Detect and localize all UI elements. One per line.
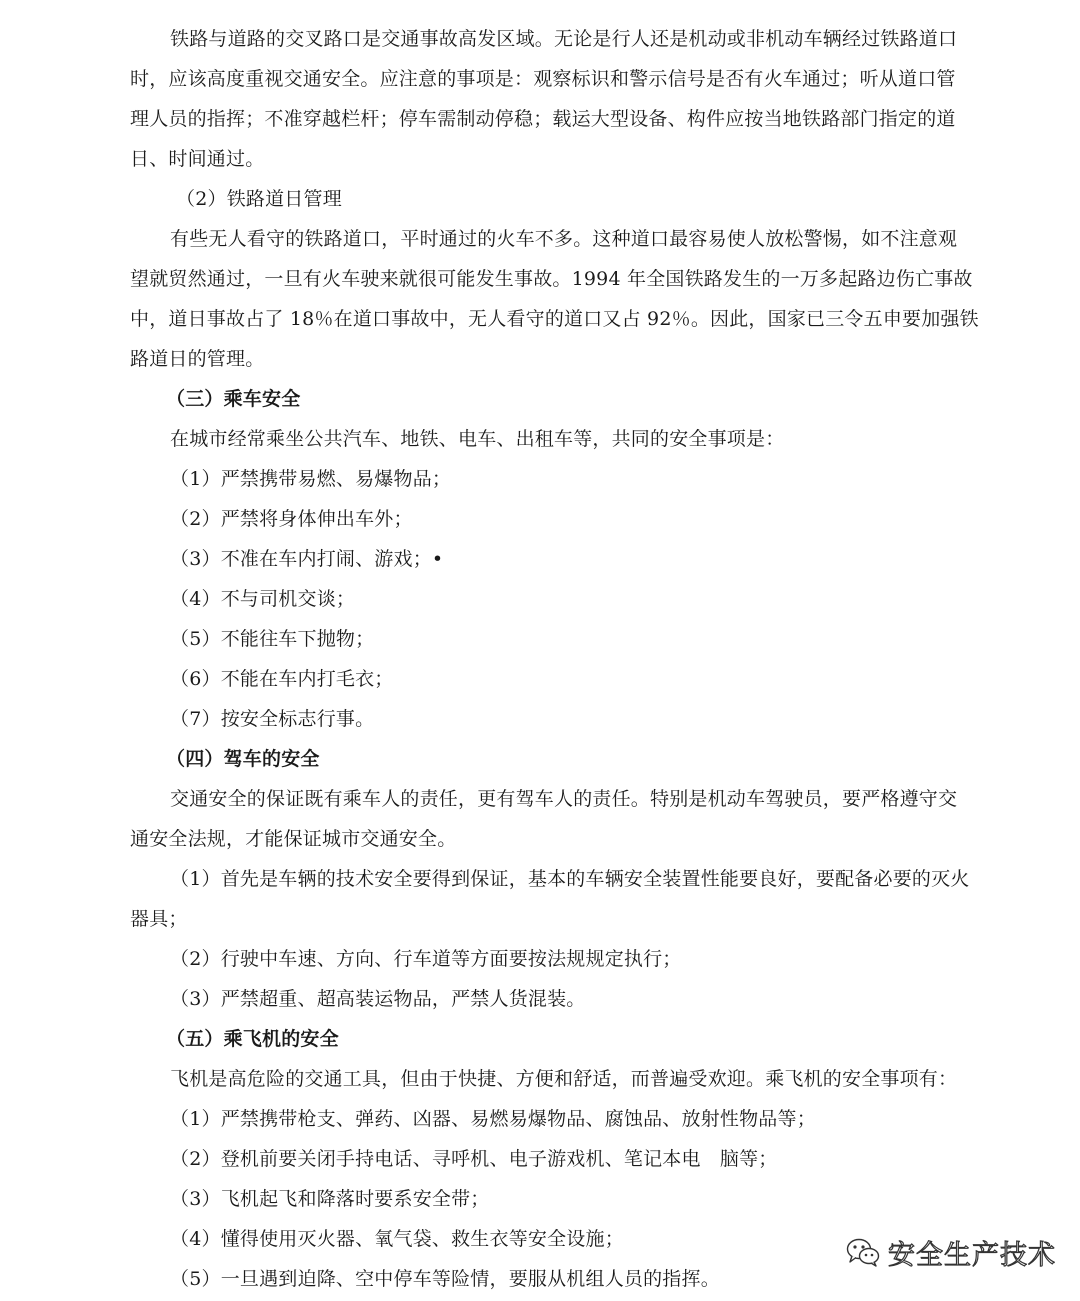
paragraph-line: 路道日的管理。 bbox=[130, 348, 265, 370]
list-item: （6）不能在车内打毛衣； bbox=[170, 668, 394, 690]
list-item: （3）飞机起飞和降落时要系安全带； bbox=[170, 1188, 490, 1210]
list-item: （3）严禁超重、超高装运物品，严禁人货混装。 bbox=[170, 988, 586, 1010]
list-item: （5）一旦遇到迫降、空中停车等险情，要服从机组人员的指挥。 bbox=[170, 1268, 720, 1290]
list-item: （1）严禁携带易燃、易爆物品； bbox=[170, 468, 452, 490]
list-item: （7）按安全标志行事。 bbox=[170, 708, 375, 730]
section-heading: （五）乘飞机的安全 bbox=[166, 1028, 339, 1050]
paragraph-line: 理人员的指挥；不准穿越栏杆；停车需制动停稳；载运大型设备、构件应按当地铁路部门指定的道 bbox=[130, 108, 956, 130]
subheading: （2）铁路道日管理 bbox=[176, 188, 342, 210]
list-item: （2）行驶中车速、方向、行车道等方面要按法规规定执行； bbox=[170, 948, 682, 970]
list-item: （3）不准在车内打闹、游戏；• bbox=[170, 548, 444, 570]
list-item: （5）不能往车下抛物； bbox=[170, 628, 375, 650]
watermark bbox=[846, 1232, 1056, 1272]
paragraph-line: 日、时间通过。 bbox=[130, 148, 265, 170]
list-item: （1）严禁携带枪支、弹药、凶器、易燃易爆物品、腐蚀品、放射性物品等； bbox=[170, 1108, 816, 1130]
paragraph-line: 铁路与道路的交叉路口是交通事故高发区域。无论是行人还是机动或非机动车辆经过铁路道口 bbox=[170, 28, 958, 50]
list-item: （4）不与司机交谈； bbox=[170, 588, 356, 610]
list-item: （1）首先是车辆的技术安全要得到保证，基本的车辆安全装置性能要良好，要配备必要的灭火 bbox=[170, 868, 970, 890]
list-item: （4）懂得使用灭火器、氧气袋、救生衣等安全设施； bbox=[170, 1228, 624, 1250]
section-heading: （三）乘车安全 bbox=[166, 388, 301, 410]
watermark-text: 安全生产技术 bbox=[888, 1239, 1056, 1271]
paragraph-line: 飞机是高危险的交通工具，但由于快捷、方便和舒适，而普遍受欢迎。乘飞机的安全事项有： bbox=[170, 1068, 958, 1090]
paragraph-line: 中，道日事故占了 18％在道口事故中，无人看守的道口又占 92％。因此，国家已三令五申要加强铁 bbox=[130, 308, 979, 330]
paragraph-line: 有些无人看守的铁路道口，平时通过的火车不多。这种道口最容易使人放松警惕，如不注意观 bbox=[170, 228, 958, 250]
wechat-icon bbox=[846, 1237, 880, 1267]
list-item: （2）登机前要关闭手持电话、寻呼机、电子游戏机、笔记本电 脑等； bbox=[170, 1148, 778, 1170]
paragraph-line: 在城市经常乘坐公共汽车、地铁、电车、出租车等，共同的安全事项是： bbox=[170, 428, 785, 450]
section-heading: （四）驾车的安全 bbox=[166, 748, 320, 770]
paragraph-line: 时，应该高度重视交通安全。应注意的事项是：观察标识和警示信号是否有火车通过；听从道口管 bbox=[130, 68, 956, 90]
paragraph-line: 交通安全的保证既有乘车人的责任，更有驾车人的责任。特别是机动车驾驶员，要严格遵守交 bbox=[170, 788, 958, 810]
list-item: 器具； bbox=[130, 908, 188, 930]
paragraph-line: 通安全法规，才能保证城市交通安全。 bbox=[130, 828, 457, 850]
paragraph-line: 望就贸然通过，一旦有火车驶来就很可能发生事故。1994 年全国铁路发生的一万多起路边伤亡事故 bbox=[130, 268, 973, 290]
list-item: （2）严禁将身体伸出车外； bbox=[170, 508, 413, 530]
